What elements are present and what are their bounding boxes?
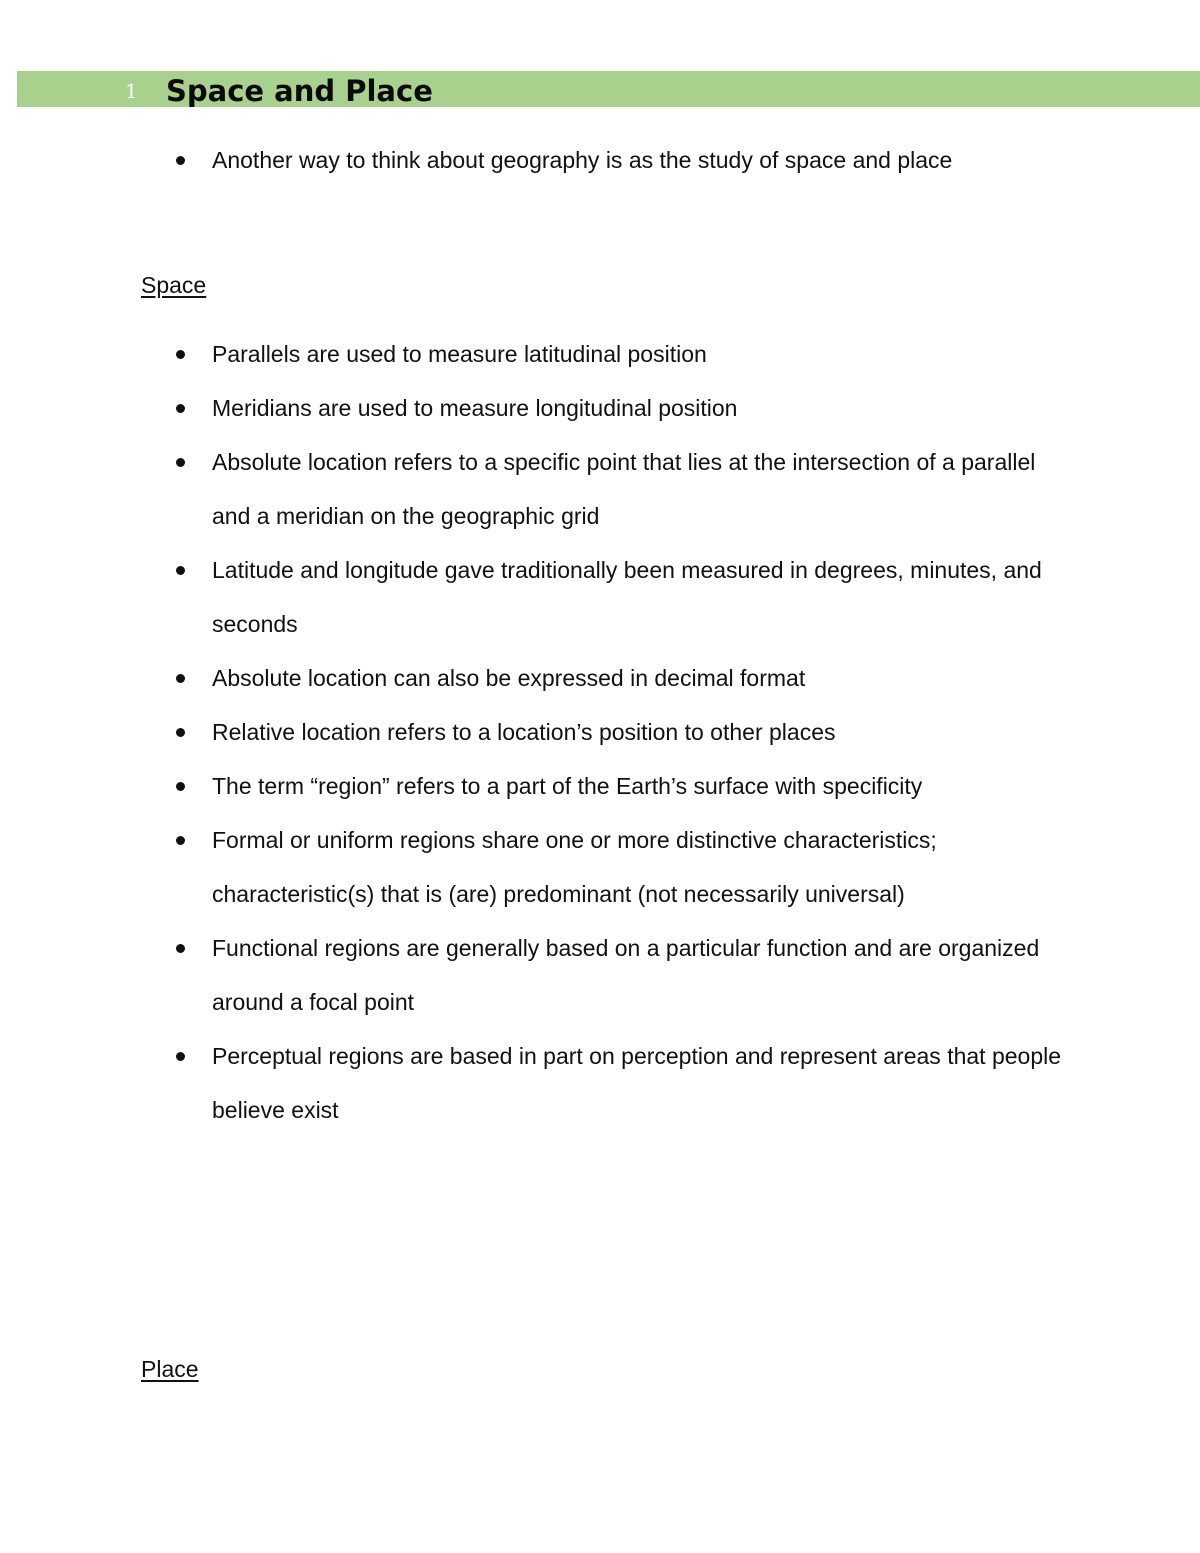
bullet-icon [176, 728, 185, 737]
list-item [0, 543, 1062, 651]
list-item-text: Functional regions are generally based on a particular function and are organized around a focal point [212, 935, 1040, 1015]
section-label-space: Space [141, 272, 207, 298]
bullet-icon [176, 404, 185, 413]
list-item [0, 133, 1062, 187]
bullet-icon [176, 782, 185, 791]
list-item [0, 381, 1062, 435]
list-item-text: Formal or uniform regions share one or more distinctive characteristics; characteristic(s) that is (are) predominant (not necessarily universal) [212, 827, 937, 907]
bullet-icon [176, 156, 185, 165]
section-label-place: Place [141, 1356, 199, 1382]
intro-list [0, 133, 1062, 187]
bullet-icon [176, 1052, 185, 1061]
bullet-icon [176, 350, 185, 359]
list-item-text: Another way to think about geography is as the study of space and place [212, 147, 953, 173]
list-item-text: Absolute location can also be expressed in decimal format [212, 665, 806, 691]
bullet-icon [176, 836, 185, 845]
list-item [0, 705, 1062, 759]
bullet-icon [176, 566, 185, 575]
list-item-text: Latitude and longitude gave traditionally been measured in degrees, minutes, and seconds [212, 557, 1042, 637]
list-item [0, 921, 1062, 1029]
bullet-icon [176, 674, 185, 683]
list-item [0, 327, 1062, 381]
bullet-icon [176, 458, 185, 467]
list-item-text: The term “region” refers to a part of the Earth’s surface with specificity [212, 773, 923, 799]
list-item-text: Relative location refers to a location’s position to other places [212, 719, 836, 745]
page-title: Space and Place [166, 74, 433, 108]
list-item [0, 759, 1062, 813]
heading-number: 1 [125, 79, 138, 103]
list-item-text: Perceptual regions are based in part on perception and represent areas that people believe exist [212, 1043, 1062, 1123]
list-item [0, 435, 1062, 543]
space-list [0, 327, 1062, 1137]
list-item [0, 813, 1062, 921]
list-item-text: Absolute location refers to a specific point that lies at the intersection of a parallel and a meridian on the geographic grid [212, 449, 1036, 529]
list-item [0, 651, 1062, 705]
list-item-text: Parallels are used to measure latitudinal position [212, 341, 707, 367]
bullet-icon [176, 944, 185, 953]
list-item [0, 1029, 1062, 1137]
list-item-text: Meridians are used to measure longitudinal position [212, 395, 738, 421]
